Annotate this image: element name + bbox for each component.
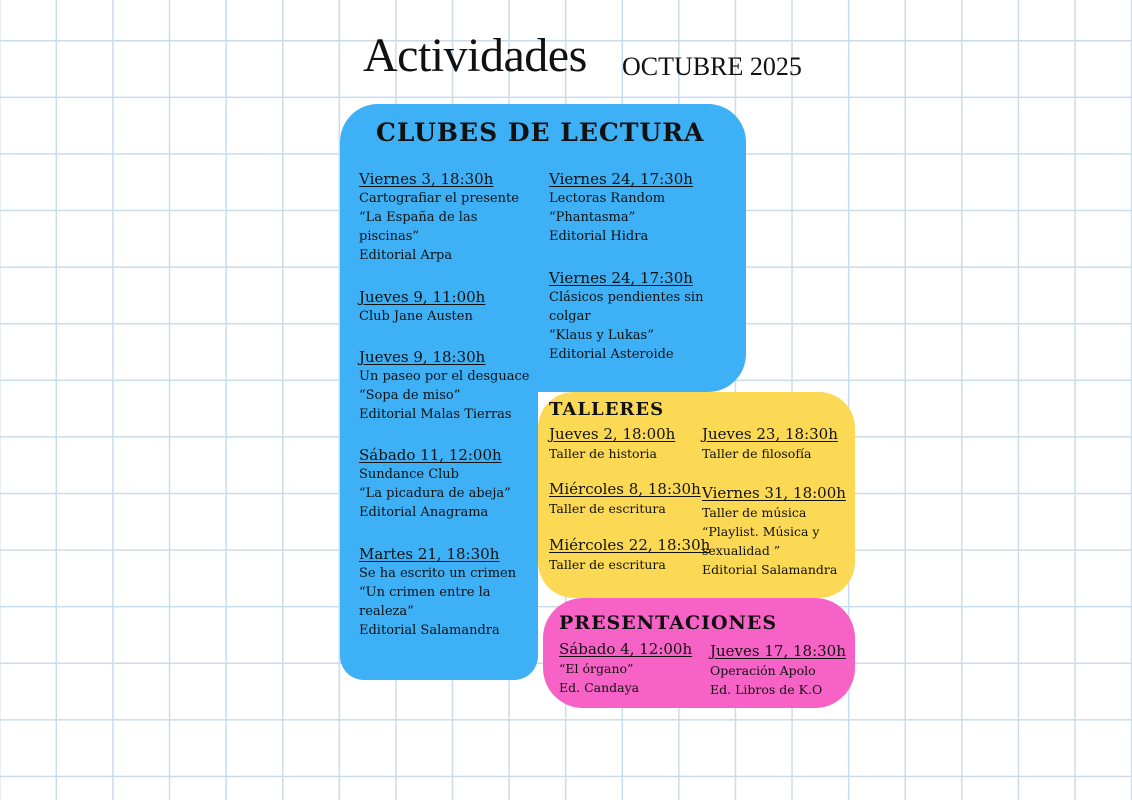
event-line: “Klaus y Lukas” bbox=[549, 328, 654, 343]
event-line: Editorial Salamandra bbox=[359, 623, 500, 638]
event-date: Viernes 3, 18:30h bbox=[359, 170, 494, 188]
event-line: Taller de historia bbox=[549, 446, 657, 461]
event-line: Un paseo por el desguace bbox=[359, 369, 530, 384]
event-talleres-4 bbox=[702, 425, 838, 463]
event-line: Clásicos pendientes sin colgar bbox=[549, 290, 704, 324]
event-clubes-5 bbox=[359, 545, 519, 640]
event-talleres-5 bbox=[702, 484, 847, 579]
event-date: Jueves 9, 18:30h bbox=[359, 348, 486, 366]
event-date: Jueves 23, 18:30h bbox=[702, 425, 838, 443]
event-line: Editorial Hidra bbox=[549, 229, 649, 244]
page-title: Actividades bbox=[363, 29, 587, 82]
event-line: Taller de escritura bbox=[549, 501, 666, 516]
event-talleres-1 bbox=[549, 425, 675, 463]
event-line: “La picadura de abeja” bbox=[359, 486, 511, 501]
event-date: Viernes 24, 17:30h bbox=[549, 269, 693, 287]
event-line: Editorial Malas Tierras bbox=[359, 407, 512, 422]
event-talleres-3 bbox=[549, 536, 710, 574]
event-clubes-6 bbox=[549, 170, 729, 246]
event-date: Viernes 31, 18:00h bbox=[702, 484, 846, 502]
event-line: Editorial Asteroide bbox=[549, 347, 674, 362]
event-line: “La España de las piscinas” bbox=[359, 210, 478, 244]
event-date: Sábado 11, 12:00h bbox=[359, 446, 502, 464]
event-line: “El órgano” bbox=[559, 661, 634, 676]
event-date: Miércoles 22, 18:30h bbox=[549, 536, 711, 554]
event-clubes-2 bbox=[359, 288, 537, 326]
event-date: Miércoles 8, 18:30h bbox=[549, 480, 701, 498]
event-line: “Phantasma” bbox=[549, 210, 636, 225]
event-line: Taller de filosofía bbox=[702, 446, 812, 461]
event-line: Editorial Arpa bbox=[359, 248, 453, 263]
event-presentaciones-2 bbox=[710, 642, 846, 699]
event-talleres-2 bbox=[549, 480, 701, 518]
event-line: Lectoras Random bbox=[549, 191, 666, 206]
clubes-heading: CLUBES DE LECTURA bbox=[376, 118, 705, 147]
presentaciones-heading: PRESENTACIONES bbox=[559, 612, 778, 634]
event-line: “Un crimen entre la realeza” bbox=[359, 585, 491, 619]
event-clubes-1 bbox=[359, 170, 537, 265]
event-line: “Sopa de miso” bbox=[359, 388, 461, 403]
event-line: Sundance Club bbox=[359, 467, 460, 482]
event-line: Operación Apolo bbox=[710, 663, 816, 678]
event-date: Jueves 17, 18:30h bbox=[710, 642, 846, 660]
event-line: Cartografiar el presente bbox=[359, 191, 519, 206]
event-date: Sábado 4, 12:00h bbox=[559, 640, 693, 658]
page-subtitle: OCTUBRE 2025 bbox=[622, 52, 802, 81]
event-line: Editorial Salamandra bbox=[702, 562, 838, 577]
event-clubes-7 bbox=[549, 269, 727, 364]
event-date: Jueves 2, 18:00h bbox=[549, 425, 676, 443]
event-line: “Playlist. Música y sexualidad ” bbox=[702, 524, 820, 558]
event-line: Taller de música bbox=[702, 505, 807, 520]
event-line: Taller de escritura bbox=[549, 557, 666, 572]
event-date: Martes 21, 18:30h bbox=[359, 545, 500, 563]
event-presentaciones-1 bbox=[559, 640, 692, 697]
event-date: Viernes 24, 17:30h bbox=[549, 170, 693, 188]
event-line: Editorial Anagrama bbox=[359, 505, 489, 520]
event-line: Ed. Candaya bbox=[559, 680, 640, 695]
talleres-heading: TALLERES bbox=[549, 399, 665, 420]
event-line: Club Jane Austen bbox=[359, 309, 473, 324]
event-clubes-3 bbox=[359, 348, 537, 424]
event-clubes-4 bbox=[359, 446, 537, 522]
event-line: Ed. Libros de K.O bbox=[710, 682, 823, 697]
event-line: Se ha escrito un crimen bbox=[359, 566, 517, 581]
event-date: Jueves 9, 11:00h bbox=[359, 288, 486, 306]
